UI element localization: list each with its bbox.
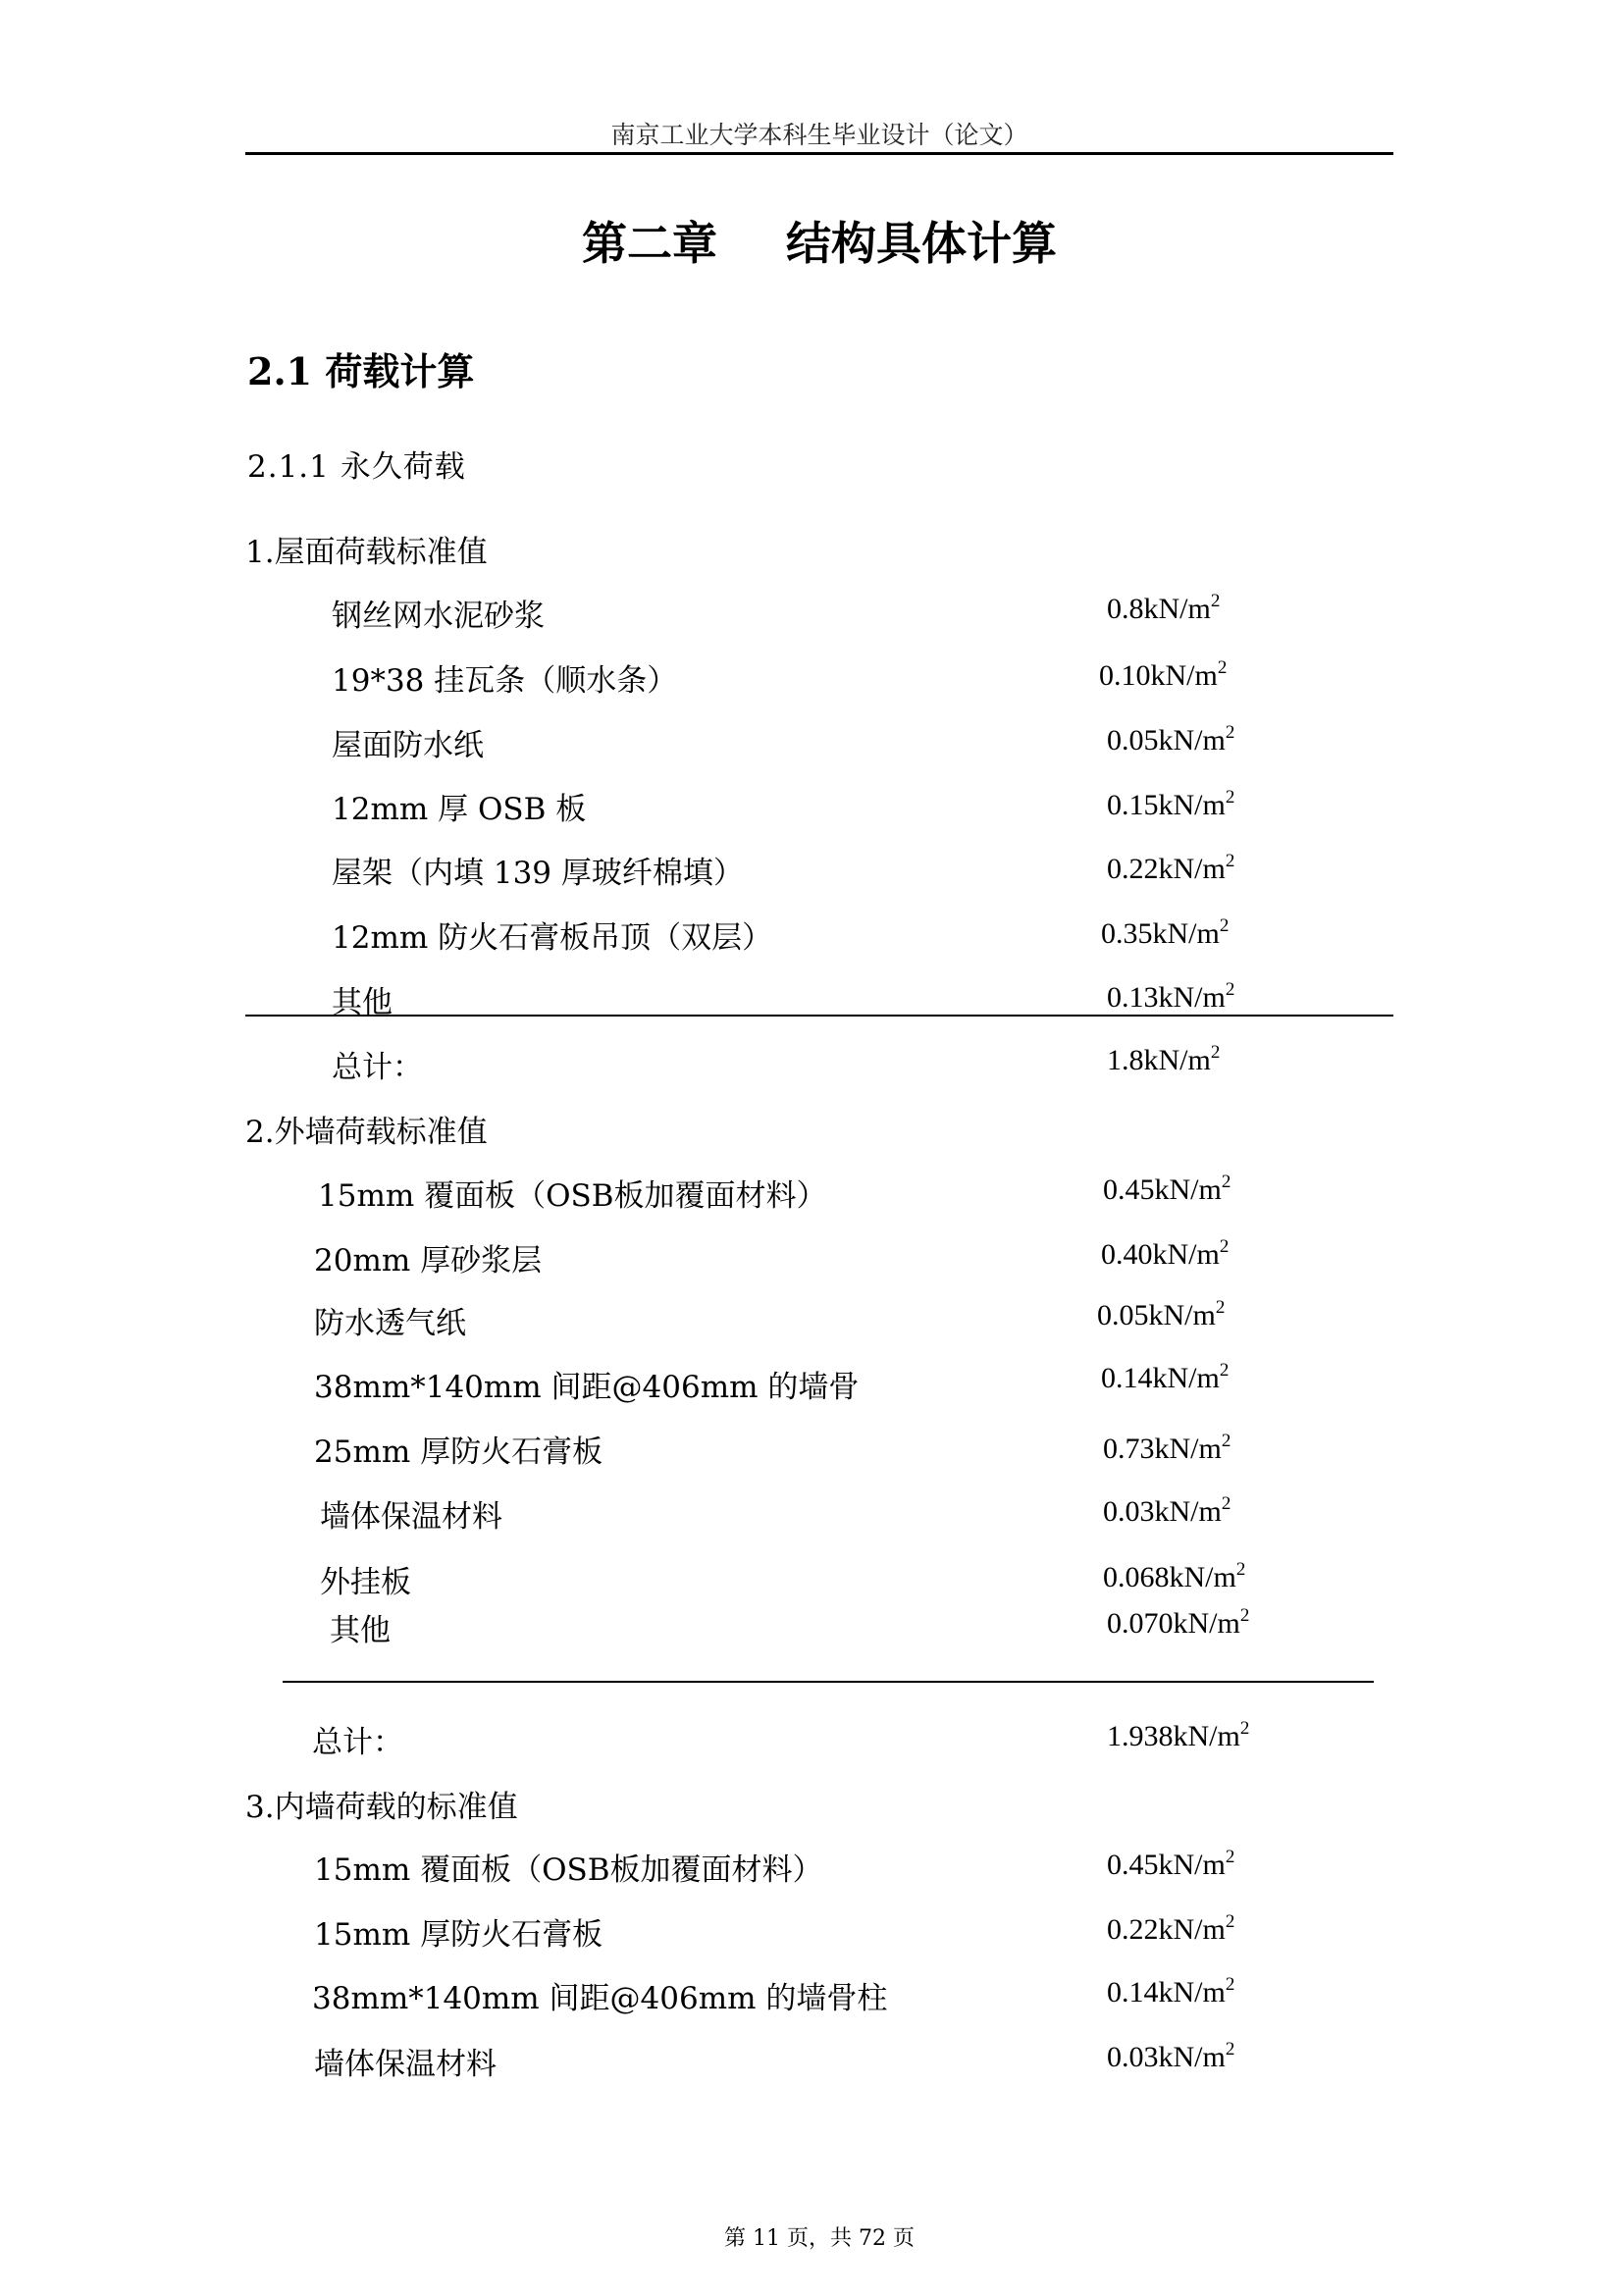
list-item-name: 墙体保温材料	[314, 2047, 497, 2082]
list-item-name: 20mm 厚砂浆层	[314, 1243, 543, 1278]
list-item-name: 12mm 防火石膏板吊顶（双层）	[332, 920, 773, 956]
list-item-name: 12mm 厚 OSB 板	[332, 792, 587, 827]
group-title-interior-wall: 3.内墙荷载的标准值	[245, 1790, 518, 1825]
list-item-name: 其他	[332, 985, 393, 1020]
list-item-name: 19*38 挂瓦条（顺水条）	[332, 663, 678, 699]
list-item-value: $0.03kN/m^2$	[1107, 2039, 1235, 2073]
total-rule	[283, 1681, 1374, 1683]
list-item-name: 其他	[330, 1613, 391, 1648]
list-item-value: $0.05kN/m^2$	[1097, 1297, 1226, 1331]
list-item-name: 屋架（内填 139 厚玻纤棉填）	[332, 856, 744, 891]
list-item-value: $0.35kN/m^2$	[1101, 915, 1230, 950]
list-item-value: $0.45kN/m^2$	[1107, 1847, 1235, 1881]
list-item-value: $0.13kN/m^2$	[1107, 979, 1235, 1014]
list-item-name: 38mm*140mm 间距@406mm 的墙骨	[314, 1370, 860, 1405]
list-item-name: 钢丝网水泥砂浆	[332, 599, 545, 634]
list-item-value: $0.070kN/m^2$	[1107, 1605, 1250, 1640]
list-item-value: $0.45kN/m^2$	[1103, 1172, 1231, 1206]
chapter-number: 第二章	[582, 217, 717, 270]
list-item-name: 外挂板	[320, 1565, 411, 1600]
total-rule	[245, 1015, 1393, 1017]
chapter-name: 结构具体计算	[786, 217, 1057, 270]
list-item-value: $0.22kN/m^2$	[1107, 851, 1235, 885]
list-item-name: 25mm 厚防火石膏板	[314, 1434, 603, 1470]
list-item-value: $0.40kN/m^2$	[1101, 1236, 1230, 1271]
group-title-roof: 1.屋面荷载标准值	[245, 535, 488, 570]
list-item-value: $0.03kN/m^2$	[1103, 1493, 1231, 1528]
list-item-name: 屋面防水纸	[332, 728, 484, 763]
chapter-title	[245, 208, 1393, 273]
total-label: 总计：	[312, 1725, 403, 1760]
running-header: 南京工业大学本科生毕业设计（论文）	[610, 121, 1028, 149]
section-heading: 2.1 荷载计算	[247, 349, 475, 393]
list-item-value: $0.73kN/m^2$	[1103, 1431, 1231, 1465]
list-item-value: $0.068kN/m^2$	[1103, 1559, 1246, 1593]
list-item-name: 墙体保温材料	[320, 1499, 502, 1535]
list-item-value: $0.14kN/m^2$	[1101, 1360, 1230, 1394]
total-label: 总计：	[332, 1050, 423, 1085]
header-rule	[245, 152, 1393, 155]
list-item-value: $0.8kN/m^2$	[1107, 591, 1221, 625]
page-footer: 第 11 页，共 72 页	[724, 2226, 915, 2251]
subsection-heading: 2.1.1 永久荷载	[247, 449, 466, 485]
list-item-name: 38mm*140mm 间距@406mm 的墙骨柱	[312, 1981, 888, 2016]
total-value: $1.8kN/m^2$	[1107, 1042, 1221, 1076]
list-item-name: 防水透气纸	[314, 1306, 466, 1341]
list-item-name: 15mm 覆面板（OSB板加覆面材料）	[318, 1178, 827, 1214]
list-item-name: 15mm 厚防火石膏板	[314, 1917, 603, 1953]
list-item-value: $0.14kN/m^2$	[1107, 1974, 1235, 2008]
list-item-value: $0.15kN/m^2$	[1107, 787, 1235, 821]
list-item-value: $0.10kN/m^2$	[1099, 657, 1228, 692]
group-title-exterior-wall: 2.外墙荷载标准值	[245, 1115, 488, 1150]
list-item-value: $0.22kN/m^2$	[1107, 1911, 1235, 1946]
list-item-value: $0.05kN/m^2$	[1107, 722, 1235, 756]
list-item-name: 15mm 覆面板（OSB板加覆面材料）	[314, 1852, 823, 1888]
total-value: $1.938kN/m^2$	[1107, 1718, 1250, 1752]
